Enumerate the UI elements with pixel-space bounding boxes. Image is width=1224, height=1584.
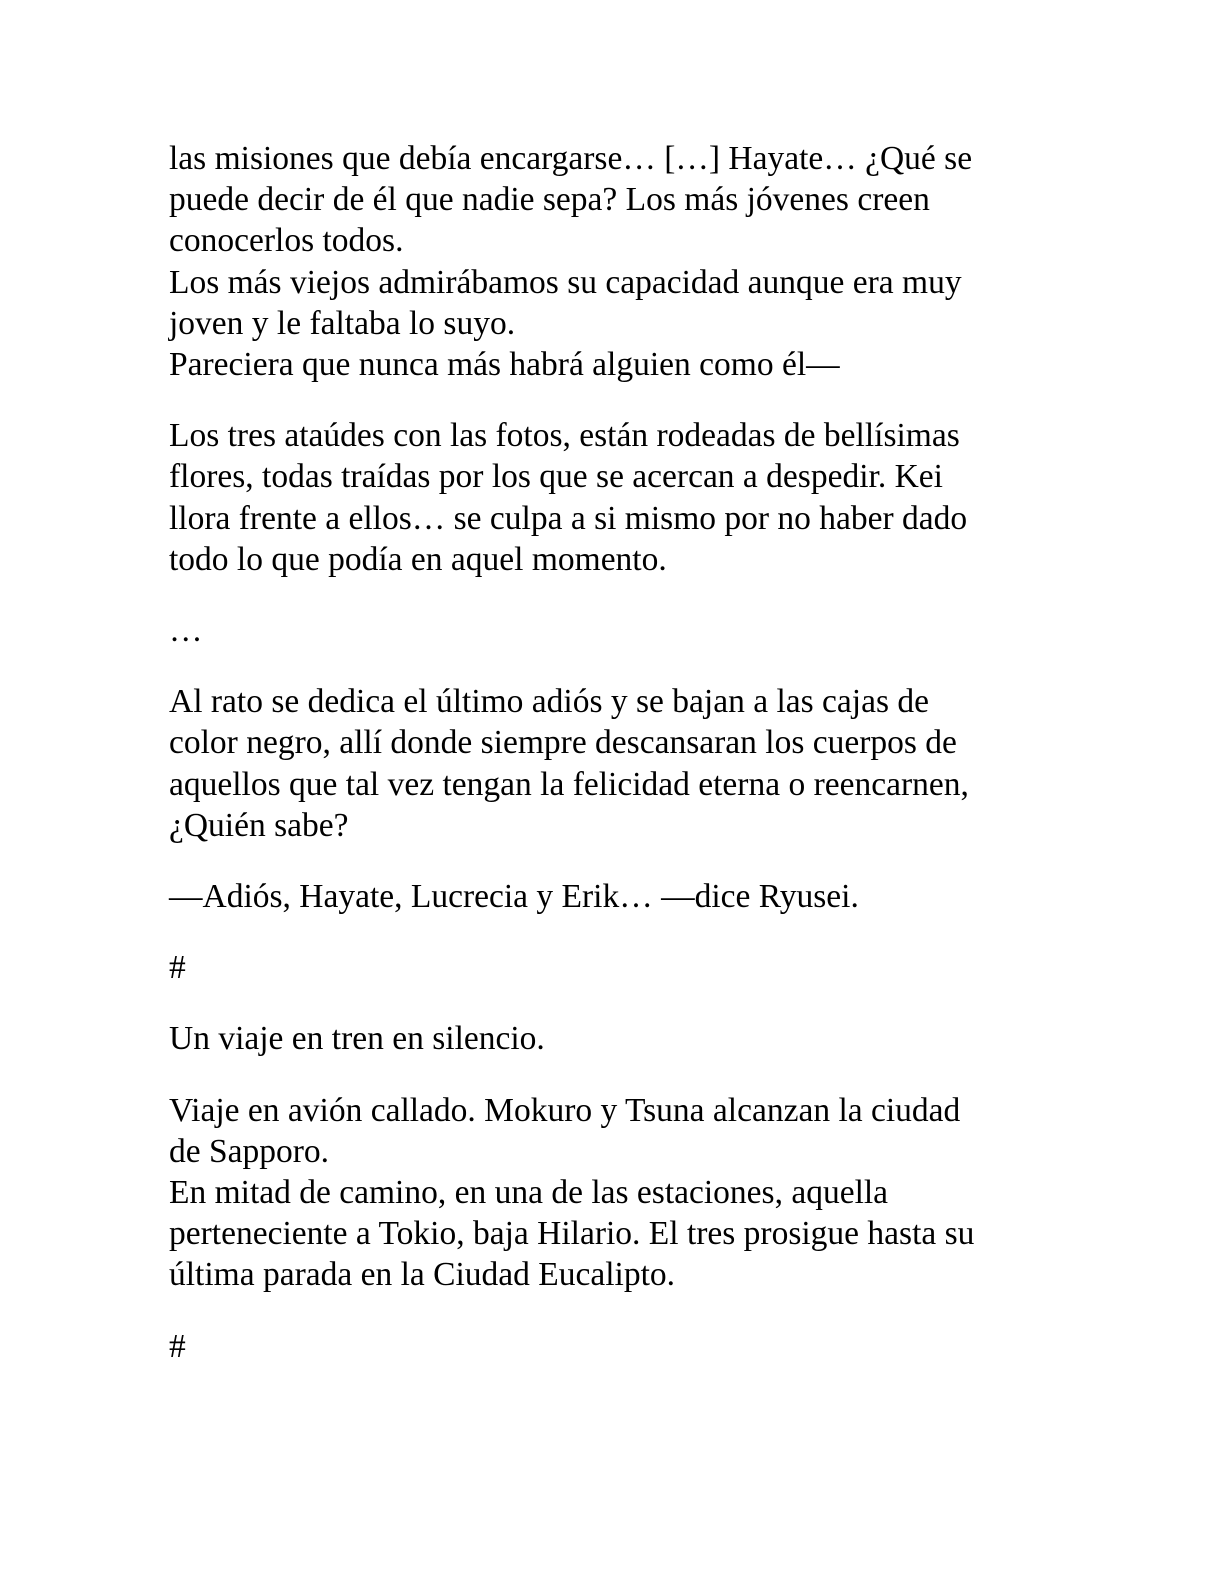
paragraph-ellipsis [169, 610, 1069, 651]
text-line: Pareciera que nunca más habrá alguien como él— [169, 346, 840, 384]
text-line: Un viaje en tren en silencio. [169, 1020, 545, 1058]
section-break [169, 947, 1069, 988]
document-page [169, 138, 1069, 1397]
text-line: —Adiós, Hayate, Lucrecia y Erik… —dice Ryusei. [169, 878, 859, 916]
text-line: aquellos que tal vez tengan la felicidad eterna o reencarnen, [169, 765, 969, 803]
text-line: Los tres ataúdes con las fotos, están rodeadas de bellísimas [169, 417, 960, 455]
text-line: … [169, 612, 203, 650]
paragraph-dialogue [169, 876, 1069, 917]
text-line: # [169, 1327, 186, 1365]
text-line: puede decir de él que nadie sepa? Los más jóvenes creen [169, 181, 930, 219]
text-line: Viaje en avión callado. Mokuro y Tsuna alcanzan la ciudad [169, 1091, 961, 1129]
text-line: última parada en la Ciudad Eucalipto. [169, 1256, 676, 1294]
paragraph-flight [169, 1090, 1069, 1296]
text-line: llora frente a ellos… se culpa a si mismo por no haber dado [169, 499, 968, 537]
text-line: Los más viejos admirábamos su capacidad aunque era muy [169, 263, 962, 301]
paragraph-memorial-speech [169, 138, 1069, 385]
text-line: ¿Quién sabe? [169, 806, 349, 844]
text-line: En mitad de camino, en una de las estaciones, aquella [169, 1174, 889, 1212]
text-line: # [169, 949, 186, 987]
text-line: de Sapporo. [169, 1132, 330, 1170]
paragraph-coffins [169, 415, 1069, 580]
text-line: todo lo que podía en aquel momento. [169, 540, 667, 578]
text-line: color negro, allí donde siempre descansaran los cuerpos de [169, 724, 957, 762]
text-line: joven y le faltaba lo suyo. [169, 304, 516, 342]
paragraph-last-goodbye [169, 681, 1069, 846]
text-line: Al rato se dedica el último adiós y se bajan a las cajas de [169, 683, 929, 721]
paragraph-train [169, 1018, 1069, 1059]
text-line: conocerlos todos. [169, 222, 404, 260]
text-line: perteneciente a Tokio, baja Hilario. El tres prosigue hasta su [169, 1215, 975, 1253]
section-break [169, 1326, 1069, 1367]
text-line: flores, todas traídas por los que se acercan a despedir. Kei [169, 458, 943, 496]
text-line: las misiones que debía encargarse… […] Hayate… ¿Qué se [169, 140, 973, 177]
